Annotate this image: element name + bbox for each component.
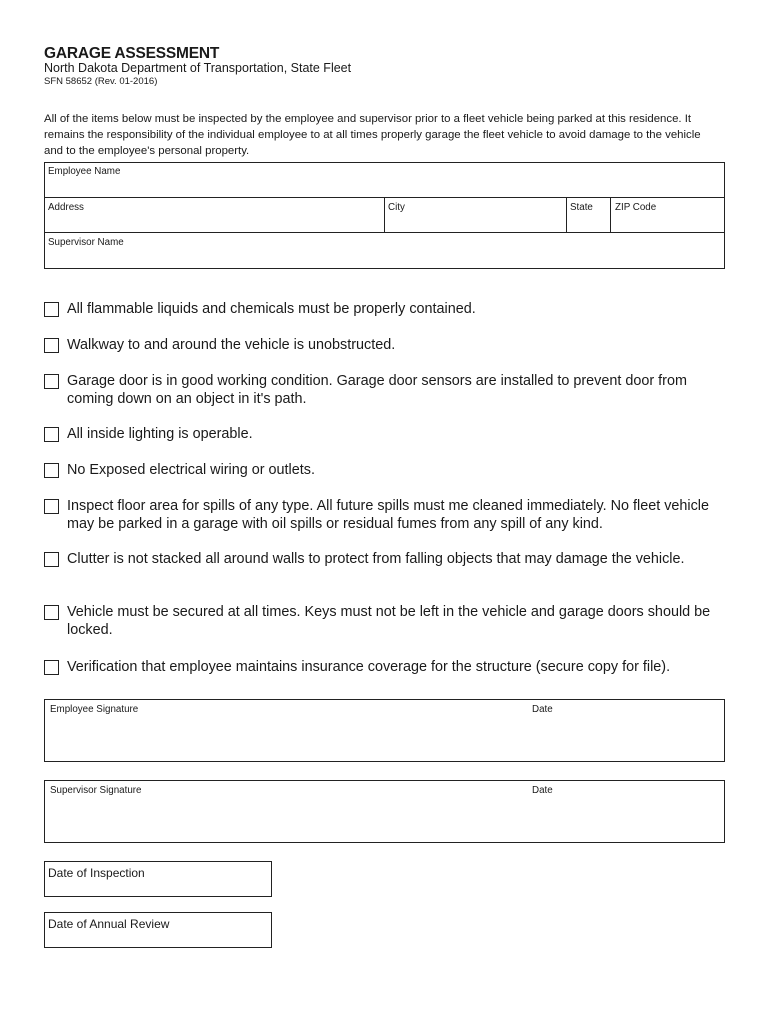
employee-signature-label: Employee Signature [50, 704, 139, 715]
checklist-item-text: Clutter is not stacked all around walls to protect from falling objects that may damage the vehicle. [67, 551, 685, 567]
checklist-item [44, 425, 724, 445]
address-label: Address [48, 202, 84, 213]
date-of-annual-review-label: Date of Annual Review [48, 917, 170, 931]
zip-field[interactable] [610, 197, 725, 233]
supervisor-signature-date-label: Date [532, 785, 553, 796]
supervisor-name-field[interactable] [44, 232, 725, 269]
checkbox[interactable] [44, 605, 59, 620]
zip-label: ZIP Code [615, 202, 657, 213]
state-field[interactable] [566, 197, 611, 233]
checklist-item-text: No Exposed electrical wiring or outlets. [67, 462, 315, 478]
checklist-item-text: All inside lighting is operable. [67, 426, 253, 442]
checklist-item-text: Walkway to and around the vehicle is unobstructed. [67, 337, 396, 353]
form-number: SFN 58652 (Rev. 01-2016) [44, 76, 158, 87]
checkbox[interactable] [44, 374, 59, 389]
supervisor-signature-label: Supervisor Signature [50, 785, 142, 796]
employee-name-label: Employee Name [48, 166, 121, 177]
checkbox[interactable] [44, 338, 59, 353]
city-label: City [388, 202, 405, 213]
employee-signature-date-label: Date [532, 704, 553, 715]
checklist-item [44, 658, 724, 678]
state-label: State [570, 202, 593, 213]
checkbox[interactable] [44, 302, 59, 317]
checklist-item-text: All flammable liquids and chemicals must be properly contained. [67, 301, 476, 317]
employee-name-field[interactable] [44, 162, 725, 198]
supervisor-name-label: Supervisor Name [48, 237, 124, 248]
form-subtitle: North Dakota Department of Transportation, State Fleet [44, 61, 352, 75]
checklist-item [44, 300, 724, 320]
checklist-item [44, 550, 724, 588]
date-of-inspection-label: Date of Inspection [48, 866, 145, 880]
checklist-item-text: Inspect floor area for spills of any type. All future spills must me cleaned immediately. No fleet vehicle may be parked in a garage with oil spills or residual fumes from any spill of any kind. [67, 498, 710, 532]
checkbox[interactable] [44, 552, 59, 567]
form-title: GARAGE ASSESSMENT [44, 45, 220, 62]
checklist-item-text: Garage door is in good working condition. Garage door sensors are installed to prevent door from coming down on an object in it's path. [67, 373, 687, 407]
address-field[interactable] [44, 197, 385, 233]
checkbox[interactable] [44, 660, 59, 675]
checkbox[interactable] [44, 499, 59, 514]
checklist-item-text: Vehicle must be secured at all times. Keys must not be left in the vehicle and garage doors should be locked. [67, 604, 711, 638]
checklist-item-text: Verification that employee maintains insurance coverage for the structure (secure copy for file). [67, 659, 671, 675]
checklist-item [44, 603, 724, 641]
city-field[interactable] [384, 197, 567, 233]
checklist-item [44, 461, 724, 481]
employee-signature-field[interactable] [44, 699, 725, 762]
checkbox[interactable] [44, 463, 59, 478]
checklist-item [44, 336, 724, 356]
date-of-annual-review-field[interactable] [44, 912, 272, 948]
checkbox[interactable] [44, 427, 59, 442]
date-of-inspection-field[interactable] [44, 861, 272, 897]
checklist-item [44, 497, 724, 535]
checklist-item [44, 372, 724, 410]
intro-paragraph: All of the items below must be inspected by the employee and supervisor prior to a fleet vehicle being parked at this residence. It remains the responsibility of the individual employee to at all times properly garage the fleet vehicle to avoid damage to the vehicle and to the employee's personal property. [44, 113, 701, 157]
supervisor-signature-field[interactable] [44, 780, 725, 843]
